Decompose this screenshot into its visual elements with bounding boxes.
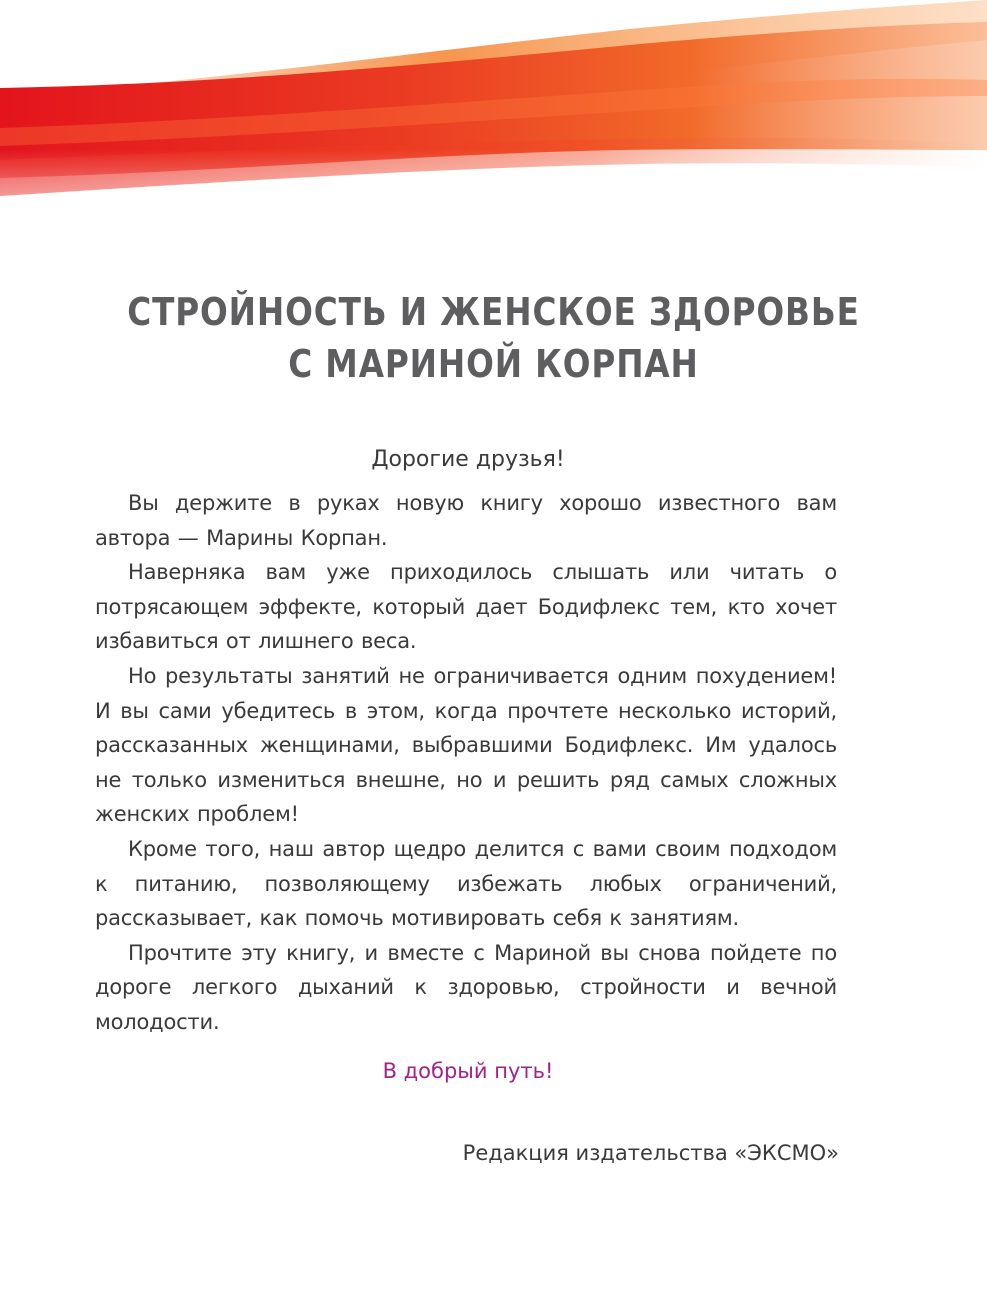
body-text (95, 486, 837, 1040)
paragraph-1: Вы держите в руках новую книгу хорошо известного вам автора — Марины Корпан. (95, 491, 837, 550)
decorative-swoosh-banner (0, 0, 987, 260)
page-title (69, 286, 918, 390)
salutation: Дорогие друзья! (371, 447, 565, 472)
paragraph-3: Но результаты занятий не ограничивается одним похудением! И вы сами убедитесь в этом, когда прочтете несколько историй, рассказанных женщинами, выбравшими Бодифлекс. Им удалось не только измениться внешне, но и решить ряд самых сложных женских проблем! (95, 663, 837, 827)
signature: Редакция издательства «ЭКСМО» (462, 1141, 839, 1165)
title-line-2: С МАРИНОЙ КОРПАН (288, 342, 699, 386)
paragraph-5: Прочтите эту книгу, и вместе с Мариной вы снова пойдете по дороге легкого дыханий к здоровью, стройности и вечной молодости. (95, 940, 837, 1034)
paragraph-2: Наверняка вам уже приходилось слышать или читать о потрясающем эффекте, который дает Бодифлекс тем, кто хочет избавиться от лишнего веса. (95, 560, 837, 654)
title-line-1: СТРОЙНОСТЬ И ЖЕНСКОЕ ЗДОРОВЬЕ (127, 290, 860, 334)
paragraph-4: Кроме того, наш автор щедро делится с вами своим подходом к питанию, позволяющему избежать любых ограничений, рассказывает, как помочь мотивировать себя к занятиям. (95, 836, 837, 931)
farewell: В добрый путь! (382, 1059, 554, 1083)
